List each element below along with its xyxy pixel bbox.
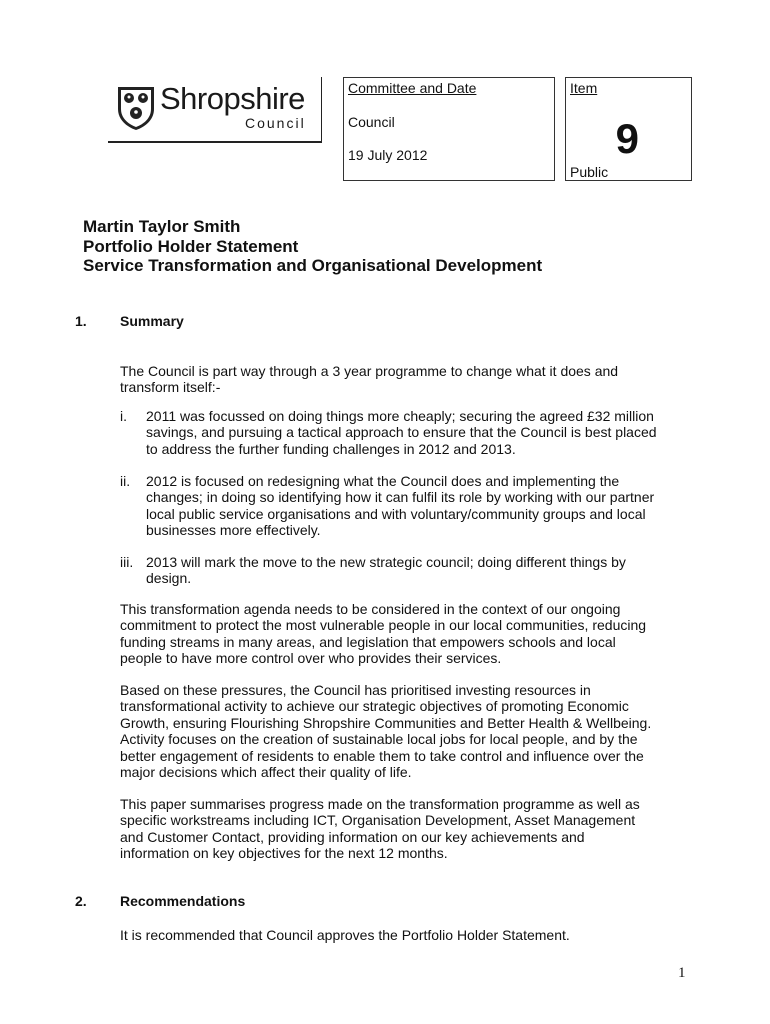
text-line: 2012 is focused on redesigning what the Council does and implementing the <box>146 473 620 489</box>
paragraph <box>120 601 720 667</box>
item-status: Public <box>570 164 609 180</box>
crest-icon <box>116 85 156 131</box>
logo-name: Shropshire <box>160 81 305 116</box>
text-line: Based on these pressures, the Council has prioritised investing resources in <box>120 682 591 698</box>
recommendation-text: It is recommended that Council approves the Portfolio Holder Statement. <box>120 927 570 943</box>
page-number: 1 <box>678 965 686 981</box>
text-line: Growth, ensuring Flourishing Shropshire Communities and Better Health & Wellbeing. <box>120 714 652 731</box>
list-marker: iii. <box>120 554 134 570</box>
section-heading-recommendations: Recommendations <box>120 893 246 909</box>
item-box <box>565 77 692 181</box>
text-line: transformational activity to achieve our strategic objectives of promoting Economic <box>120 698 629 715</box>
text-line: major decisions which affect their quality of life. <box>120 764 412 781</box>
section-number: 2. <box>75 893 87 909</box>
logo-subtitle: Council <box>245 115 306 131</box>
text-line: 2013 will mark the move to the new strategic council; doing different things by <box>146 554 626 570</box>
text-line: businesses more effectively. <box>146 522 321 539</box>
text-line: The Council is part way through a 3 year programme to change what it does and <box>120 363 619 379</box>
item-label: Item <box>570 80 598 96</box>
paragraph <box>120 796 720 862</box>
text-line: better engagement of residents to enable them to take control and influence over the <box>120 747 644 764</box>
text-line: local public service organisations and with voluntary/community groups and local <box>146 505 646 522</box>
text-line: 2011 was focussed on doing things more cheaply; securing the agreed £32 million <box>146 408 654 424</box>
committee-label: Committee and Date <box>348 80 477 96</box>
item-number: 9 <box>615 115 639 162</box>
text-line: specific workstreams including ICT, Organisation Development, Asset Management <box>120 812 636 829</box>
committee-date-box <box>343 77 555 181</box>
title-portfolio: Service Transformation and Organisational Development <box>83 256 543 275</box>
text-line: changes; in doing so identifying how it can fulfil its role by working with our partner <box>146 489 655 506</box>
text-line: This transformation agenda needs to be considered in the context of our ongoing <box>120 601 621 617</box>
text-line: to address the further funding challenges in 2012 and 2013. <box>146 440 516 457</box>
list-marker: ii. <box>120 473 131 489</box>
council-logo <box>108 77 322 143</box>
document-title <box>83 217 542 276</box>
title-author: Martin Taylor Smith <box>83 217 241 236</box>
text-line: information on key objectives for the next 12 months. <box>120 845 448 862</box>
text-line: This paper summarises progress made on the transformation programme as well as <box>120 796 640 812</box>
summary-intro <box>120 363 720 396</box>
section-number: 1. <box>75 313 87 329</box>
text-line: people to have more control over who provides their services. <box>120 650 502 667</box>
committee-date: 19 July 2012 <box>348 147 428 163</box>
committee-name: Council <box>348 114 395 130</box>
text-line: Activity focuses on the creation of sustainable local jobs for local people, and by the <box>120 731 638 748</box>
list-marker: i. <box>120 408 127 424</box>
text-line: design. <box>146 570 192 587</box>
text-line: savings, and pursuing a tactical approach to ensure that the Council is best placed <box>146 424 657 441</box>
title-statement: Portfolio Holder Statement <box>83 236 299 256</box>
text-line: funding streams in many areas, and legislation that empowers schools and local <box>120 633 616 650</box>
section-heading-summary: Summary <box>120 313 184 329</box>
text-line: commitment to protect the most vulnerable people in our local communities, reducing <box>120 617 647 634</box>
text-line: transform itself:- <box>120 379 221 396</box>
text-line: and Customer Contact, providing information on our key achievements and <box>120 828 585 845</box>
paragraph <box>120 682 720 780</box>
